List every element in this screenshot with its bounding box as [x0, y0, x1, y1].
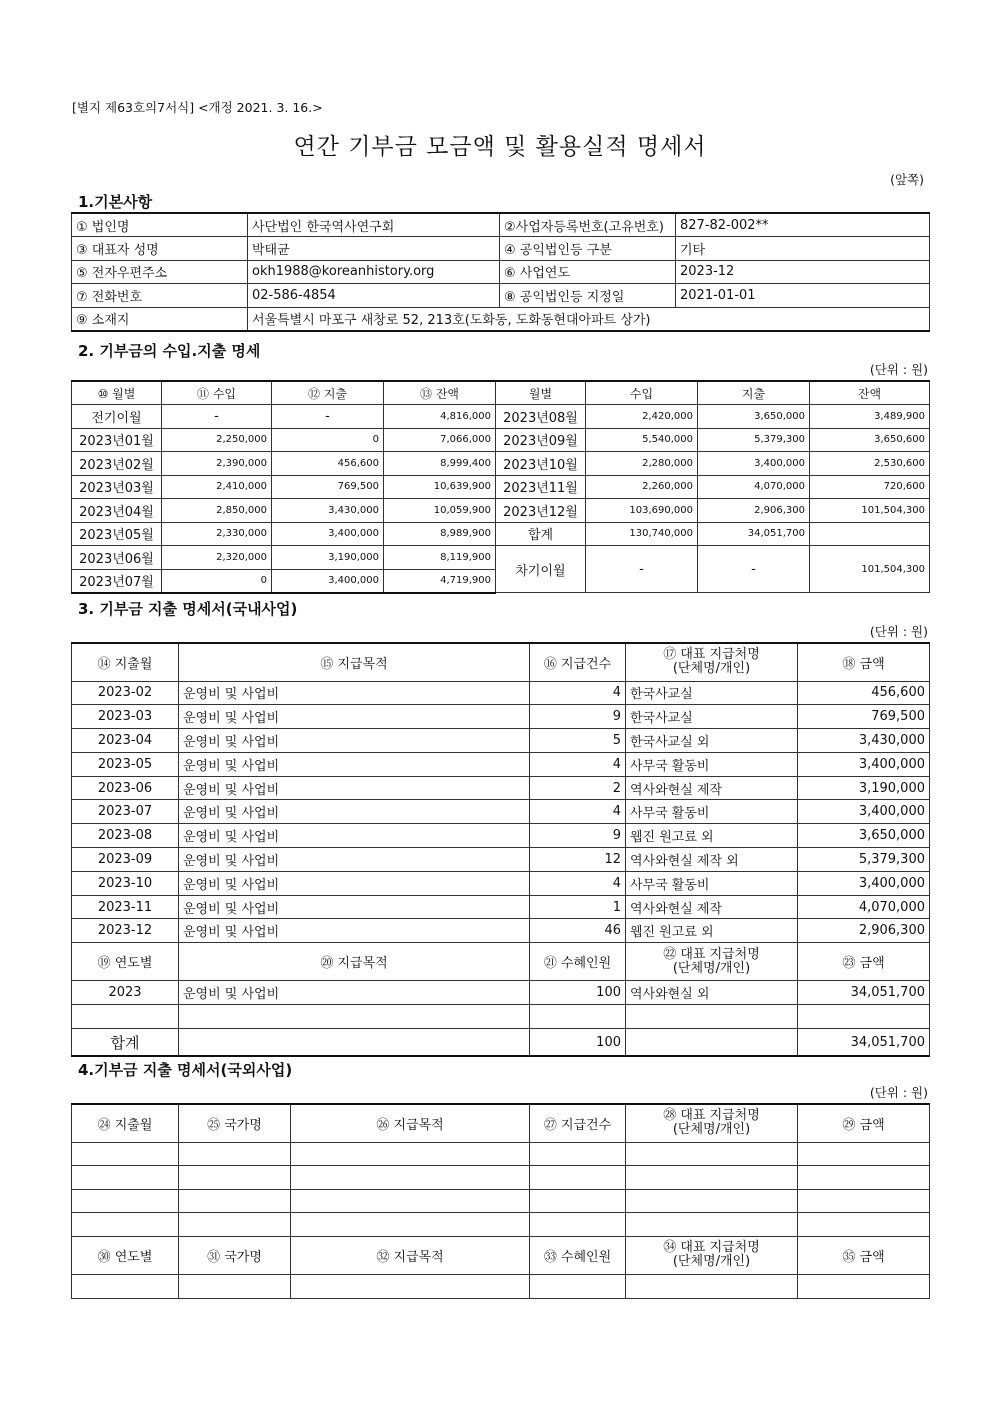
- field-value: 2021-01-01: [676, 284, 930, 308]
- header-line: (단체명/개인): [672, 1122, 751, 1138]
- table-row: [72, 284, 930, 308]
- month-cell: 2023년09월: [496, 428, 586, 452]
- balance-cell: 8,989,900: [384, 522, 496, 546]
- table-row: [72, 260, 930, 284]
- purpose-cell: 운영비 및 사업비: [179, 705, 530, 729]
- empty-cell: [179, 1189, 291, 1213]
- count-cell: 5: [530, 729, 626, 753]
- count-cell: 4: [530, 871, 626, 895]
- empty-cell: [626, 1213, 798, 1237]
- recipient-cell: 한국사교실: [626, 705, 798, 729]
- month-cell: 2023-07: [72, 800, 179, 824]
- table-row: [72, 848, 930, 872]
- table-row: [72, 307, 930, 331]
- field-label: ⑦ 전화번호: [72, 284, 248, 308]
- column-header: ㉖ 지급목적: [291, 1104, 530, 1142]
- table-row: [72, 824, 930, 848]
- recipient-cell: 역사와현실 제작 외: [626, 848, 798, 872]
- balance-cell: 720,600: [810, 475, 930, 499]
- expense-cell: 3,650,000: [698, 405, 810, 429]
- basic-info-table: [71, 212, 930, 332]
- empty-cell: [72, 1166, 179, 1190]
- total-amount: 34,051,700: [798, 1029, 930, 1056]
- empty-cell: [798, 1274, 930, 1298]
- column-header: ⑪ 수입: [162, 381, 272, 405]
- month-cell: 2023-08: [72, 824, 179, 848]
- header-line: ⑰ 대표 지급처명: [663, 647, 760, 663]
- empty-cell: [72, 1274, 179, 1298]
- table-row: [72, 405, 930, 429]
- amount-cell: 769,500: [798, 705, 930, 729]
- table-row: [72, 546, 930, 570]
- empty-cell: [179, 1029, 530, 1056]
- count-cell: 9: [530, 705, 626, 729]
- expense-cell: 4,070,000: [698, 475, 810, 499]
- balance-cell: 4,719,900: [384, 569, 496, 593]
- field-label: ④ 공익법인등 구분: [500, 237, 676, 261]
- field-label: ⑥ 사업연도: [500, 260, 676, 284]
- recipient-cell: 역사와현실 외: [626, 981, 798, 1005]
- income-cell: 103,690,000: [586, 499, 698, 523]
- balance-cell: 3,489,900: [810, 405, 930, 429]
- month-cell: 2023년11월: [496, 475, 586, 499]
- field-label: ⑨ 소재지: [72, 307, 248, 331]
- table-row: [72, 705, 930, 729]
- month-cell: 2023년12월: [496, 499, 586, 523]
- column-header: 잔액: [810, 381, 930, 405]
- column-header: 수입: [586, 381, 698, 405]
- column-header: ⑱ 금액: [798, 643, 930, 681]
- month-cell: 2023년03월: [72, 475, 162, 499]
- empty-cell: [798, 1213, 930, 1237]
- month-cell: 2023-10: [72, 871, 179, 895]
- column-header: ⑩ 월별: [72, 381, 162, 405]
- header-line: (단체명/개인): [672, 661, 751, 677]
- recipient-cell: 웹진 원고료 외: [626, 919, 798, 943]
- table-row: [72, 871, 930, 895]
- column-header: ⑯ 지급건수: [530, 643, 626, 681]
- month-cell: 2023-04: [72, 729, 179, 753]
- table-row: [72, 1166, 930, 1190]
- form-number: [별지 제63호의7서식] <개정 2021. 3. 16.>: [72, 100, 323, 115]
- amount-cell: 3,400,000: [798, 871, 930, 895]
- recipient-cell: 사무국 활동비: [626, 800, 798, 824]
- field-label: ① 법인명: [72, 213, 248, 237]
- income-cell: 130,740,000: [586, 522, 698, 546]
- month-cell: 2023년10월: [496, 452, 586, 476]
- purpose-cell: 운영비 및 사업비: [179, 681, 530, 705]
- income-cell: 5,540,000: [586, 428, 698, 452]
- table-row: [72, 919, 930, 943]
- field-label: ⑤ 전자우편주소: [72, 260, 248, 284]
- section1-title: 1.기본사항: [78, 193, 153, 211]
- amount-cell: 3,650,000: [798, 824, 930, 848]
- section4-title: 4.기부금 지출 명세서(국외사업): [78, 1061, 293, 1079]
- empty-cell: [72, 1189, 179, 1213]
- recipient-cell: 역사와현실 제작: [626, 895, 798, 919]
- balance-cell: 101,504,300: [810, 499, 930, 523]
- expense-cell: -: [272, 405, 384, 429]
- count-cell: 12: [530, 848, 626, 872]
- column-header: ⑬ 잔액: [384, 381, 496, 405]
- income-expense-table: [71, 380, 930, 594]
- table-row: [72, 1142, 930, 1166]
- income-cell: 2,850,000: [162, 499, 272, 523]
- column-header: ㉗ 지급건수: [530, 1104, 626, 1142]
- column-header: [626, 643, 798, 681]
- balance-cell: 101,504,300: [810, 546, 930, 593]
- purpose-cell: 운영비 및 사업비: [179, 752, 530, 776]
- empty-cell: [291, 1213, 530, 1237]
- address-value: 서울특별시 마포구 새창로 52, 213호(도화동, 도화동현대아파트 상가): [248, 307, 930, 331]
- balance-cell: [810, 522, 930, 546]
- month-cell: 2023년07월: [72, 569, 162, 593]
- year-cell: 2023: [72, 981, 179, 1005]
- empty-cell: [530, 1142, 626, 1166]
- expense-cell: 3,400,000: [272, 522, 384, 546]
- purpose-cell: 운영비 및 사업비: [179, 919, 530, 943]
- amount-cell: 4,070,000: [798, 895, 930, 919]
- balance-cell: 10,639,900: [384, 475, 496, 499]
- column-header: ㉓ 금액: [798, 943, 930, 981]
- table-row: [72, 213, 930, 237]
- column-header: ⑳ 지급목적: [179, 943, 530, 981]
- empty-cell: [530, 1213, 626, 1237]
- month-cell: 전기이월: [72, 405, 162, 429]
- amount-cell: 3,430,000: [798, 729, 930, 753]
- column-header: ㉑ 수혜인원: [530, 943, 626, 981]
- expense-cell: 0: [272, 428, 384, 452]
- empty-cell: [179, 1213, 291, 1237]
- empty-cell: [72, 1005, 179, 1029]
- total-count: 100: [530, 1029, 626, 1056]
- section3-unit: (단위 : 원): [869, 624, 928, 639]
- income-cell: 2,260,000: [586, 475, 698, 499]
- month-cell: 2023-11: [72, 895, 179, 919]
- month-cell: 2023년06월: [72, 546, 162, 570]
- expense-cell: 769,500: [272, 475, 384, 499]
- balance-cell: 4,816,000: [384, 405, 496, 429]
- table-row: [72, 237, 930, 261]
- page-side-label: (앞쪽): [890, 172, 924, 187]
- header-line: ㉘ 대표 지급처명: [663, 1108, 760, 1124]
- field-label: ③ 대표자 성명: [72, 237, 248, 261]
- total-label: 합계: [72, 1029, 179, 1056]
- income-cell: 2,320,000: [162, 546, 272, 570]
- amount-cell: 5,379,300: [798, 848, 930, 872]
- month-cell: 2023년02월: [72, 452, 162, 476]
- expense-cell: -: [698, 546, 810, 593]
- column-header: ㉜ 지급목적: [291, 1236, 530, 1274]
- empty-cell: [530, 1274, 626, 1298]
- column-header: ⑭ 지출월: [72, 643, 179, 681]
- column-header: [626, 1236, 798, 1274]
- empty-cell: [626, 1274, 798, 1298]
- field-value: 02-586-4854: [248, 284, 500, 308]
- section2-unit: (단위 : 원): [869, 362, 928, 377]
- expense-cell: 456,600: [272, 452, 384, 476]
- month-cell: 합계: [496, 522, 586, 546]
- column-header: ⑮ 지급목적: [179, 643, 530, 681]
- table-row: [72, 643, 930, 681]
- table-row: [72, 1213, 930, 1237]
- month-cell: 2023년08월: [496, 405, 586, 429]
- column-header: ㉕ 국가명: [179, 1104, 291, 1142]
- table-row: [72, 381, 930, 405]
- empty-cell: [798, 1142, 930, 1166]
- empty-cell: [626, 1166, 798, 1190]
- table-row: [72, 1104, 930, 1142]
- amount-cell: 2,906,300: [798, 919, 930, 943]
- section2-title: 2. 기부금의 수입.지출 명세: [78, 342, 261, 360]
- empty-cell: [626, 1029, 798, 1056]
- balance-cell: 8,999,400: [384, 452, 496, 476]
- empty-cell: [530, 1005, 626, 1029]
- count-cell: 4: [530, 752, 626, 776]
- amount-cell: 3,190,000: [798, 776, 930, 800]
- month-cell: 2023년01월: [72, 428, 162, 452]
- recipient-cell: 웹진 원고료 외: [626, 824, 798, 848]
- column-header: 월별: [496, 381, 586, 405]
- month-cell: 2023-06: [72, 776, 179, 800]
- column-header: ㉚ 연도별: [72, 1236, 179, 1274]
- section3-title: 3. 기부금 지출 명세서(국내사업): [78, 600, 298, 618]
- field-value: okh1988@koreanhistory.org: [248, 260, 500, 284]
- empty-cell: [798, 1166, 930, 1190]
- purpose-cell: 운영비 및 사업비: [179, 895, 530, 919]
- amount-cell: 3,400,000: [798, 752, 930, 776]
- empty-cell: [179, 1166, 291, 1190]
- recipient-cell: 한국사교실 외: [626, 729, 798, 753]
- recipient-cell: 역사와현실 제작: [626, 776, 798, 800]
- amount-cell: 456,600: [798, 681, 930, 705]
- income-cell: 2,250,000: [162, 428, 272, 452]
- month-cell: 2023-05: [72, 752, 179, 776]
- column-header: ⑲ 연도별: [72, 943, 179, 981]
- income-cell: 2,390,000: [162, 452, 272, 476]
- column-header: ㉙ 금액: [798, 1104, 930, 1142]
- month-cell: 2023-12: [72, 919, 179, 943]
- empty-cell: [626, 1142, 798, 1166]
- balance-cell: 7,066,000: [384, 428, 496, 452]
- overseas-expense-table: [71, 1103, 930, 1299]
- amount-cell: 34,051,700: [798, 981, 930, 1005]
- purpose-cell: 운영비 및 사업비: [179, 729, 530, 753]
- table-row: [72, 895, 930, 919]
- empty-cell: [291, 1274, 530, 1298]
- expense-cell: 5,379,300: [698, 428, 810, 452]
- expense-cell: 3,430,000: [272, 499, 384, 523]
- purpose-cell: 운영비 및 사업비: [179, 776, 530, 800]
- expense-cell: 34,051,700: [698, 522, 810, 546]
- header-line: ㉞ 대표 지급처명: [663, 1240, 760, 1255]
- table-row: [72, 776, 930, 800]
- purpose-cell: 운영비 및 사업비: [179, 824, 530, 848]
- empty-cell: [798, 1005, 930, 1029]
- month-cell: 2023년04월: [72, 499, 162, 523]
- table-row: [72, 1005, 930, 1029]
- table-row: [72, 681, 930, 705]
- field-value: 사단법인 한국역사연구회: [248, 213, 500, 237]
- income-cell: 0: [162, 569, 272, 593]
- count-cell: 4: [530, 681, 626, 705]
- column-header: 지출: [698, 381, 810, 405]
- empty-cell: [530, 1166, 626, 1190]
- table-row: [72, 452, 930, 476]
- count-cell: 100: [530, 981, 626, 1005]
- empty-cell: [179, 1274, 291, 1298]
- count-cell: 9: [530, 824, 626, 848]
- domestic-expense-table: [71, 642, 930, 1057]
- column-header: ㉔ 지출월: [72, 1104, 179, 1142]
- month-cell: 2023-09: [72, 848, 179, 872]
- recipient-cell: 사무국 활동비: [626, 752, 798, 776]
- count-cell: 46: [530, 919, 626, 943]
- income-cell: 2,330,000: [162, 522, 272, 546]
- count-cell: 4: [530, 800, 626, 824]
- expense-cell: 3,400,000: [272, 569, 384, 593]
- income-cell: 2,410,000: [162, 475, 272, 499]
- field-label: ②사업자등록번호(고유번호): [500, 213, 676, 237]
- purpose-cell: 운영비 및 사업비: [179, 800, 530, 824]
- document-title: 연간 기부금 모금액 및 활용실적 명세서: [293, 134, 707, 160]
- table-row: [72, 475, 930, 499]
- income-cell: -: [162, 405, 272, 429]
- table-row: [72, 1029, 930, 1056]
- table-row: [72, 499, 930, 523]
- amount-cell: 3,400,000: [798, 800, 930, 824]
- month-cell: 2023-03: [72, 705, 179, 729]
- balance-cell: 2,530,600: [810, 452, 930, 476]
- column-header: [626, 943, 798, 981]
- table-row: [72, 1189, 930, 1213]
- empty-cell: [291, 1142, 530, 1166]
- expense-cell: 3,400,000: [698, 452, 810, 476]
- empty-cell: [530, 1189, 626, 1213]
- purpose-cell: 운영비 및 사업비: [179, 981, 530, 1005]
- table-row: [72, 981, 930, 1005]
- table-row: [72, 428, 930, 452]
- empty-cell: [179, 1142, 291, 1166]
- income-cell: -: [586, 546, 698, 593]
- empty-cell: [72, 1142, 179, 1166]
- recipient-cell: 한국사교실: [626, 681, 798, 705]
- table-row: [72, 522, 930, 546]
- month-cell: 2023-02: [72, 681, 179, 705]
- table-row: [72, 943, 930, 981]
- balance-cell: 8,119,900: [384, 546, 496, 570]
- table-row: [72, 752, 930, 776]
- header-line: ㉒ 대표 지급처명: [663, 946, 760, 962]
- table-row: [72, 1274, 930, 1298]
- purpose-cell: 운영비 및 사업비: [179, 848, 530, 872]
- table-row: [72, 800, 930, 824]
- expense-cell: 2,906,300: [698, 499, 810, 523]
- count-cell: 1: [530, 895, 626, 919]
- empty-cell: [626, 1189, 798, 1213]
- recipient-cell: 사무국 활동비: [626, 871, 798, 895]
- column-header: [626, 1104, 798, 1142]
- column-header: ㉟ 금액: [798, 1236, 930, 1274]
- section4-unit: (단위 : 원): [869, 1085, 928, 1100]
- empty-cell: [291, 1166, 530, 1190]
- field-value: 2023-12: [676, 260, 930, 284]
- balance-cell: 3,650,600: [810, 428, 930, 452]
- empty-cell: [179, 1005, 530, 1029]
- purpose-cell: 운영비 및 사업비: [179, 871, 530, 895]
- empty-cell: [626, 1005, 798, 1029]
- table-row: [72, 1236, 930, 1274]
- field-label: ⑧ 공익법인등 지정일: [500, 284, 676, 308]
- table-row: [72, 729, 930, 753]
- income-cell: 2,420,000: [586, 405, 698, 429]
- month-cell: 2023년05월: [72, 522, 162, 546]
- column-header: ㉛ 국가명: [179, 1236, 291, 1274]
- field-value: 기타: [676, 237, 930, 261]
- income-cell: 2,280,000: [586, 452, 698, 476]
- column-header: ㉝ 수혜인원: [530, 1236, 626, 1274]
- header-line: (단체명/개인): [672, 960, 751, 976]
- field-value: 박태균: [248, 237, 500, 261]
- empty-cell: [798, 1189, 930, 1213]
- header-line: (단체명/개인): [672, 1254, 751, 1269]
- balance-cell: 10,059,900: [384, 499, 496, 523]
- empty-cell: [291, 1189, 530, 1213]
- carry-forward-label: 차기이월: [496, 546, 586, 593]
- field-value: 827-82-002**: [676, 213, 930, 237]
- expense-cell: 3,190,000: [272, 546, 384, 570]
- empty-cell: [72, 1213, 179, 1237]
- count-cell: 2: [530, 776, 626, 800]
- column-header: ⑫ 지출: [272, 381, 384, 405]
